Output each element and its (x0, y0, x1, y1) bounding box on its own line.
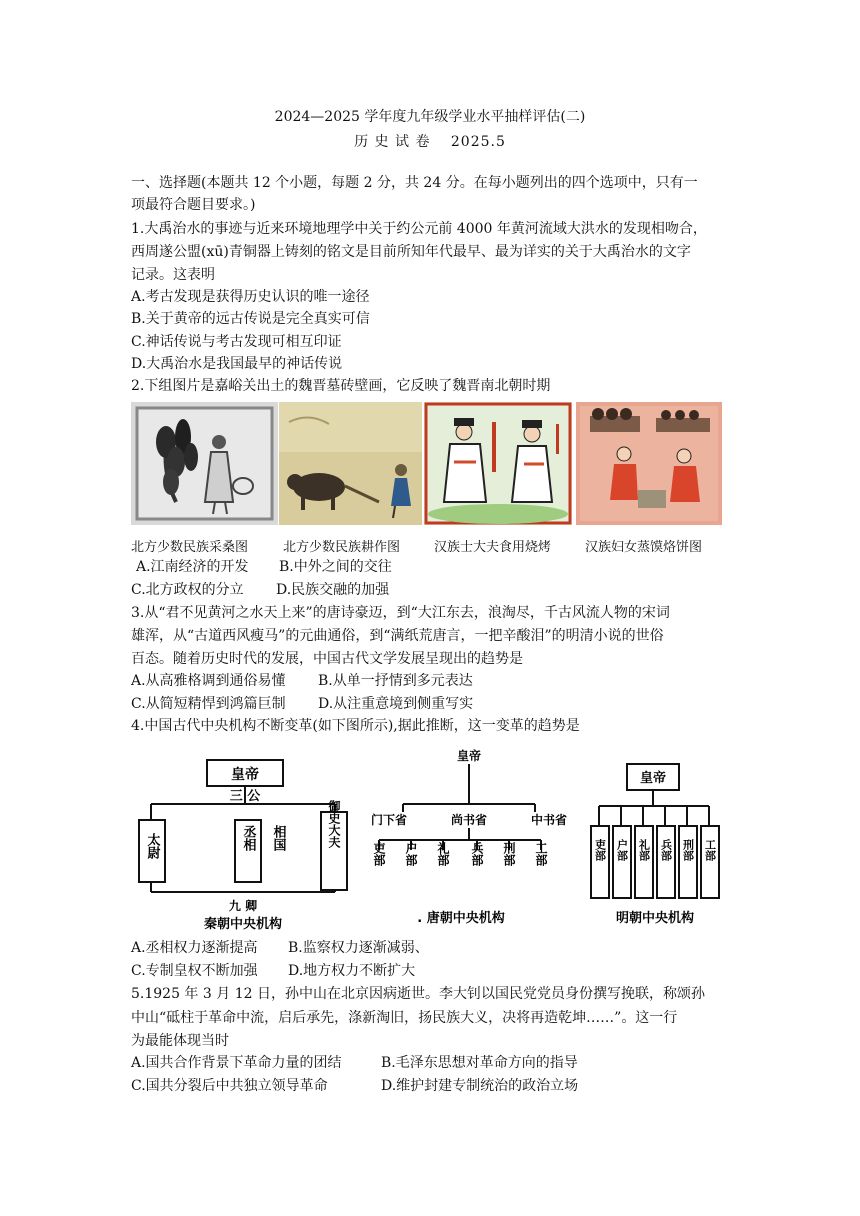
q5-option-b: B.毛泽东思想对革命方向的指导 (381, 1055, 578, 1071)
q1-option-d: D.大禹治水是我国最早的神话传说 (131, 356, 343, 372)
tang-bu-hu: 户部 (404, 842, 418, 866)
mural-caption-3: 汉族士大夫食用烧烤 (434, 540, 552, 555)
exam-title: 2024—2025 学年度九年级学业水平抽样评估(二) (274, 109, 586, 125)
q1-stem-line1: 1.大禹治水的事迹与近来环境地理学中关于约公元前 4000 年黄河流域大洪水的发现相吻合， (131, 221, 707, 237)
mural-caption-2: 北方少数民族耕作图 (283, 540, 401, 555)
exam-subtitle: 历 史 试 卷 2025.5 (354, 134, 506, 150)
tang-bu-gong: 工部 (534, 842, 548, 866)
q2-option-c: C.北方政权的分立 (131, 582, 244, 598)
tang-zhongshu: 中书省 (530, 813, 568, 827)
mural-caption-1: 北方少数民族采桑图 (131, 540, 249, 555)
qin-yushidafu: 御史大夫 (327, 800, 341, 848)
q3-stem-line1: 3.从“君不见黄河之水天上来”的唐诗豪迈，到“大江东去，浪淘尽，千古风流人物的宋词 (131, 605, 670, 621)
ming-bu-li2: 礼部 (637, 839, 651, 861)
tang-emperor: 皇帝 (456, 749, 482, 763)
q1-option-a: A.考古发现是获得历史认识的唯一途径 (131, 289, 370, 305)
q3-stem-line3: 百态。随着历史时代的发展，中国古代文学发展呈现出的趋势是 (131, 651, 523, 667)
ming-bu-li: 吏部 (593, 839, 607, 861)
q4-option-b: B.监察权力逐渐减弱、 (288, 940, 429, 956)
q1-stem-line3: 记录。这表明 (131, 267, 215, 283)
q2-option-d: D.民族交融的加强 (276, 582, 390, 598)
tang-bu-bing: 兵部 (470, 842, 484, 866)
qin-emperor: 皇帝 (231, 767, 259, 783)
q1-option-c: C.神话传说与考古发现可相互印证 (131, 334, 342, 350)
ming-bu-gong: 工部 (703, 839, 717, 861)
q3-stem-line2: 雄浑，从“古道西风瘦马”的元曲通俗，到“满纸荒唐言，一把辛酸泪”的明清小说的世俗 (131, 628, 664, 644)
q4-option-a: A.丞相权力逐渐提高 (131, 940, 258, 956)
ming-bu-xing: 刑部 (681, 839, 695, 861)
mural-barbecue-image (424, 402, 572, 525)
ming-bu-hu: 户部 (615, 839, 629, 861)
q4-option-c: C.专制皇权不断加强 (131, 963, 258, 979)
q5-stem-line3: 为最能体现当时 (131, 1033, 229, 1049)
q3-option-d: D.从注重意境到侧重写实 (318, 696, 474, 712)
tang-menxia: 门下省 (370, 813, 408, 827)
ming-emperor: 皇帝 (639, 771, 667, 786)
q2-option-b: B.中外之间的交往 (279, 559, 392, 575)
tang-bu-li: 吏部 (372, 842, 386, 866)
q5-option-c: C.国共分裂后中共独立领导革命 (131, 1078, 328, 1094)
q5-stem-line2: 中山“砥柱于革命中流，启后承先，涤新淘旧，扬民族大义，决将再造乾坤……”。这一行 (131, 1010, 678, 1026)
q1-stem-line2: 西周遂公盟(xū)青铜器上铸刻的铭文是目前所知年代最早、最为详实的关于大禹治水的文字 (131, 244, 691, 260)
tang-shangshu: 尚书省 (450, 813, 488, 827)
q3-option-a: A.从高雅格调到通俗易懂 (131, 673, 286, 689)
q2-stem: 2.下组图片是嘉峪关出土的魏晋墓砖壁画，它反映了魏晋南北朝时期 (131, 378, 551, 394)
q3-option-b: B.从单一抒情到多元表达 (318, 673, 473, 689)
q4-option-d: D.地方权力不断扩大 (288, 963, 416, 979)
q5-option-a: A.国共合作背景下革命力量的团结 (131, 1055, 342, 1071)
q1-option-b: B.关于黄帝的远古传说是完全真实可信 (131, 311, 370, 327)
q2-option-a: A.江南经济的开发 (136, 559, 249, 575)
mural-caption-4: 汉族妇女蒸馍烙饼图 (585, 540, 703, 555)
q5-option-d: D.维护封建专制统治的政治立场 (381, 1078, 579, 1094)
tang-caption: . 唐朝中央机构 (417, 911, 505, 926)
ming-bu-bing: 兵部 (659, 839, 673, 861)
q4-stem: 4.中国古代中央机构不断变革(如下图所示),据此推断，这一变革的趋势是 (131, 718, 580, 734)
qin-caption: 秦朝中央机构 (203, 917, 283, 932)
section-instruction-line2: 项最符合题目要求。) (131, 197, 256, 213)
qin-jiuqing: 九 卿 (228, 899, 258, 913)
tang-bu-li2: 礼部 (436, 842, 450, 866)
qin-taiwei: 太尉 (144, 833, 160, 859)
mural-picking-mulberry-image (131, 402, 278, 525)
qin-sangong: 三 公 (229, 789, 261, 804)
tang-bu-xing: 刑部 (502, 842, 516, 866)
mural-steaming-buns-image (576, 402, 722, 525)
qin-chengxiang: 丞相 (240, 825, 256, 851)
central-institutions-diagram (131, 746, 731, 934)
section-instruction-line1: 一、选择题(本题共 12 个小题，每题 2 分，共 24 分。在每小题列出的四个选项中，只有一 (131, 175, 698, 191)
mural-farming-image (279, 402, 422, 525)
q5-stem-line1: 5.1925 年 3 月 12 日，孙中山在北京因病逝世。李大钊以国民党党员身份撰写挽联，称颂孙 (131, 986, 705, 1002)
qin-xiangguo: 相国 (270, 825, 286, 851)
q3-option-c: C.从简短精悍到鸿篇巨制 (131, 696, 286, 712)
ming-caption: 明朝中央机构 (615, 911, 695, 926)
tang-diagram (379, 764, 541, 850)
